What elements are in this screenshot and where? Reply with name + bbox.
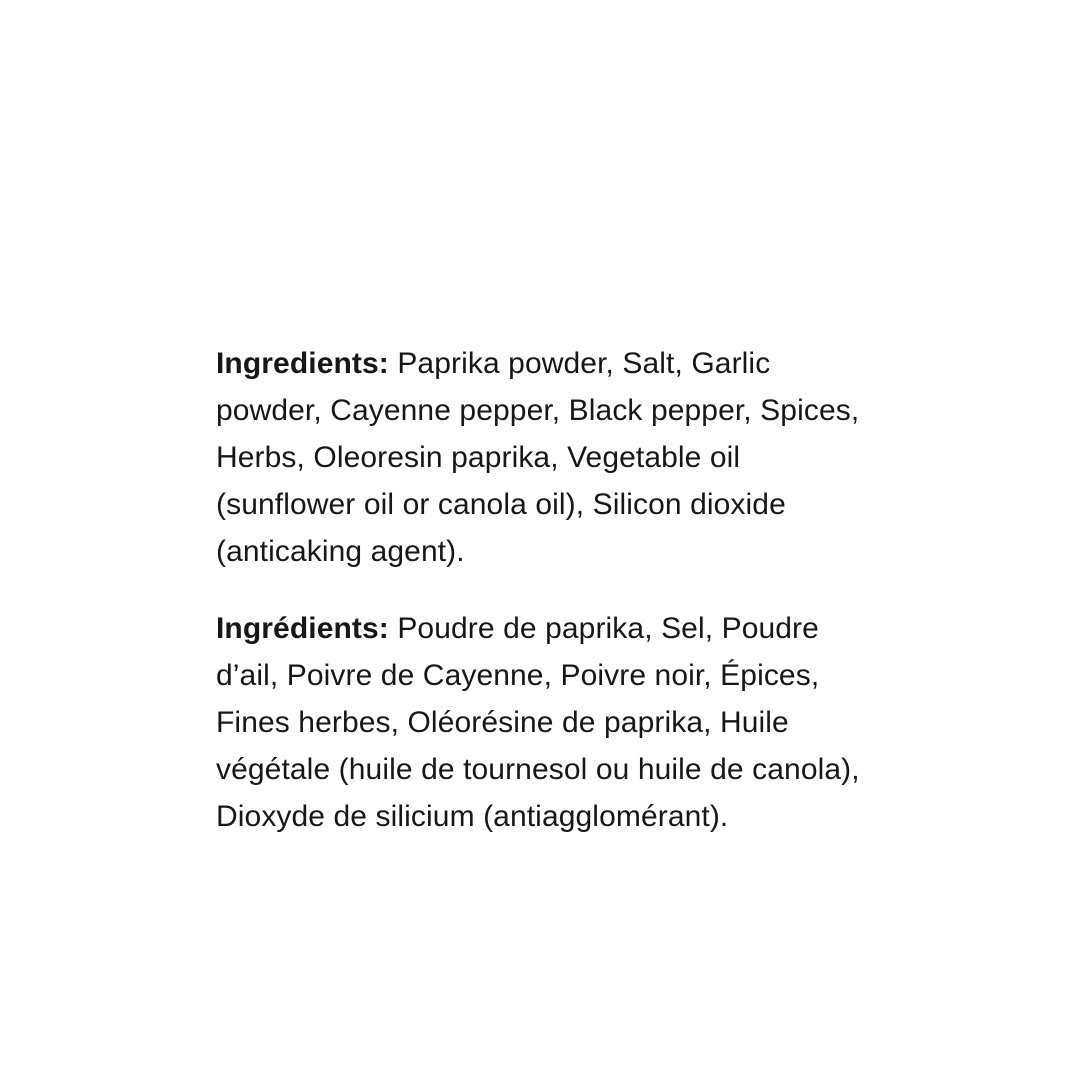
ingredient-label-panel [216,310,876,870]
ingredients-paragraph-french [216,605,876,840]
ingredients-heading-french: Ingrédients: [216,612,389,645]
ingredients-body-english: Paprika powder, Salt, Garlic powder, Cayenne pepper, Black pepper, Spices, Herbs, Oleoresin paprika, Vegetable oil (sunflower oil or canola oil), Silicon dioxide (anticaking agent). [216,347,860,568]
ingredients-paragraph-english [216,340,876,575]
ingredients-heading-english: Ingredients: [216,347,389,380]
ingredients-body-french: Poudre de paprika, Sel, Poudre d’ail, Poivre de Cayenne, Poivre noir, Épices, Fines herbes, Oléorésine de paprika, Huile végétale (huile de tournesol ou huile de canola), Dioxyde de silicium (antiagglomérant). [216,612,860,833]
